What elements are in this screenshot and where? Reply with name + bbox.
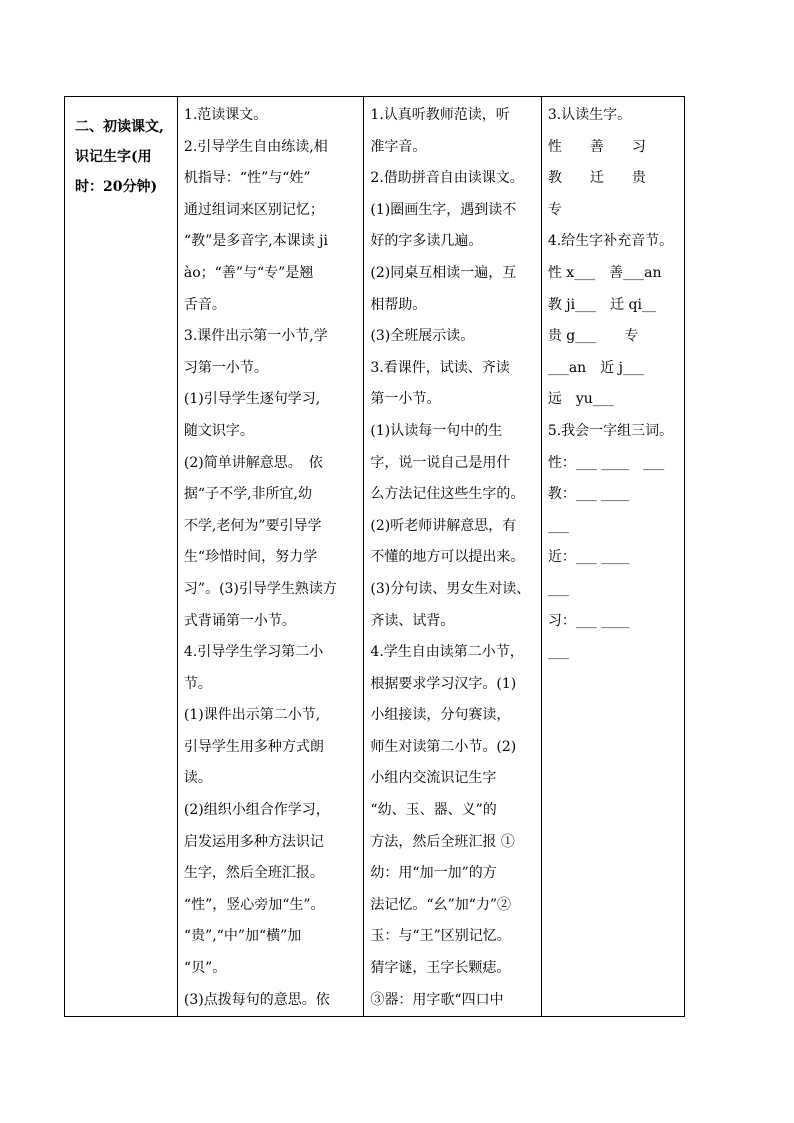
practice-line: ___an 近 j___: [547, 359, 644, 376]
teacher-line: ào；“善”与“专”是翘: [183, 264, 314, 281]
practice-text: [542, 97, 684, 669]
student-line: 玉：与“王”区别记忆。: [370, 928, 511, 945]
teacher-line: 生字，然后全班汇报。: [183, 865, 324, 882]
student-line: (2)同桌互相读一遍，互: [370, 264, 517, 281]
practice-cell: [541, 97, 684, 1017]
practice-line: 3.认读生字。: [547, 107, 632, 123]
student-activity-cell: [364, 97, 541, 1017]
teacher-line: “贵”,“中”加“横”加: [183, 928, 302, 945]
student-line: 第一小节。: [370, 391, 441, 408]
practice-line: 习：___ ____: [547, 612, 630, 629]
teacher-line: 通过组词来区别记忆；: [183, 201, 324, 218]
student-line: (1)认读每一句中的生: [370, 422, 503, 439]
teacher-activity-text: [178, 97, 364, 1016]
teacher-line: “贝”。: [183, 960, 227, 977]
lesson-plan-table: [64, 96, 685, 1017]
teacher-line: 引导学生用多种方式朗: [183, 738, 324, 755]
stage-line: 二、初读课文,: [75, 119, 164, 135]
student-line: 猜字谜，王字长颗痣。: [370, 960, 511, 977]
practice-line: 专: [547, 201, 562, 218]
practice-line: ___: [547, 580, 569, 597]
teacher-line: (2)组织小组合作学习，: [183, 802, 330, 819]
practice-line: 性 x___ 善___an: [547, 264, 662, 281]
teacher-line: “教”是多音字,本课读 ji: [183, 233, 328, 250]
student-line: 相帮助。: [370, 296, 427, 313]
teacher-line: 随文识字。: [183, 422, 254, 439]
teacher-activity-cell: [177, 97, 364, 1017]
student-line: 法记忆。“幺”加“力”②: [370, 896, 512, 913]
teacher-line: 1.范读课文。: [183, 107, 268, 123]
practice-line: 教 迁 贵: [547, 170, 646, 187]
teacher-line: 4.引导学生学习第二小: [183, 644, 324, 661]
practice-line: 性 善 习: [547, 138, 646, 155]
stage-title: [65, 112, 177, 202]
teacher-line: 机指导：“性”与“姓”: [183, 170, 311, 187]
practice-line: 5.我会一字组三词。: [547, 422, 674, 439]
student-line: 小组内交流识记生字: [370, 770, 497, 787]
student-line: 不懂的地方可以提出来。: [370, 549, 525, 566]
student-line: 么方法记住这些生字的。: [370, 486, 525, 503]
teacher-line: 据“子不学,非所宜,幼: [183, 486, 312, 503]
teacher-line: 启发运用多种方法识记: [183, 833, 324, 850]
student-line: ③器：用字歌“四口中: [370, 991, 504, 1008]
teacher-line: 习第一小节。: [183, 359, 268, 376]
student-line: “幼、玉、器、义”的: [370, 802, 497, 819]
teacher-line: 生“珍惜时间，努力学: [183, 549, 318, 566]
student-line: 1.认真听教师范读，听: [370, 107, 510, 123]
student-line: 3.看课件，试读、齐读: [370, 359, 510, 376]
teacher-line: (2)简单讲解意思。 依: [183, 454, 323, 471]
student-line: 4.学生自由读第二小节，: [370, 644, 524, 661]
teacher-line: (1)引导学生逐句学习,: [183, 391, 321, 408]
teacher-line: (3)点拨每句的意思。依: [183, 991, 330, 1008]
teacher-line: “性”，竖心旁加“生”。: [183, 896, 325, 913]
teacher-line: 读。: [183, 770, 212, 787]
practice-line: 远 yu___: [547, 391, 614, 408]
teacher-line: 习”。(3)引导学生熟读方: [183, 580, 337, 597]
teacher-line: 舌音。: [183, 296, 226, 313]
practice-line: 教：___ ____: [547, 486, 630, 503]
teacher-line: (1)课件出示第二小节,: [183, 707, 321, 724]
stage-line: 识记生字(用: [75, 149, 152, 165]
stage-line: 时：20分钟): [75, 179, 158, 195]
teacher-line: 不学,老何为”要引导学: [183, 517, 322, 534]
student-line: 齐读、试背。: [370, 612, 455, 629]
practice-line: 4.给生字补充音节。: [547, 233, 674, 250]
student-line: (3)全班展示读。: [370, 328, 475, 345]
student-line: 方法，然后全班汇报 ①: [370, 833, 515, 850]
teacher-line: 节。: [183, 675, 212, 692]
student-line: 准字音。: [370, 138, 427, 155]
practice-line: 教 ji___ 迁 qi__: [547, 296, 656, 313]
student-line: (2)听老师讲解意思，有: [370, 517, 517, 534]
practice-line: 近：___ ____: [547, 549, 630, 566]
student-line: 根据要求学习汉字。(1): [370, 675, 517, 692]
table-row: [65, 97, 685, 1017]
practice-line: 贵 g___ 专: [547, 328, 639, 345]
student-activity-text: [364, 97, 540, 1016]
teacher-line: 3.课件出示第一小节,学: [183, 328, 328, 345]
teacher-line: 2.引导学生自由练读,相: [183, 138, 328, 155]
stage-cell: [65, 97, 178, 1017]
student-line: 字，说一说自己是用什: [370, 454, 511, 471]
student-line: (1)圈画生字，遇到读不: [370, 201, 517, 218]
student-line: (3)分句读、男女生对读、: [370, 580, 531, 597]
student-line: 好的字多读几遍。: [370, 233, 483, 250]
practice-line: 性：___ ____ ___: [547, 454, 665, 471]
practice-line: ___: [547, 517, 569, 534]
student-line: 2.借助拼音自由读课文。: [370, 170, 524, 187]
student-line: 幼：用“加一加”的方: [370, 865, 497, 882]
student-line: 师生对读第二小节。(2): [370, 738, 517, 755]
teacher-line: 式背诵第一小节。: [183, 612, 296, 629]
practice-line: ___: [547, 644, 569, 661]
student-line: 小组接读，分句赛读，: [370, 707, 511, 724]
